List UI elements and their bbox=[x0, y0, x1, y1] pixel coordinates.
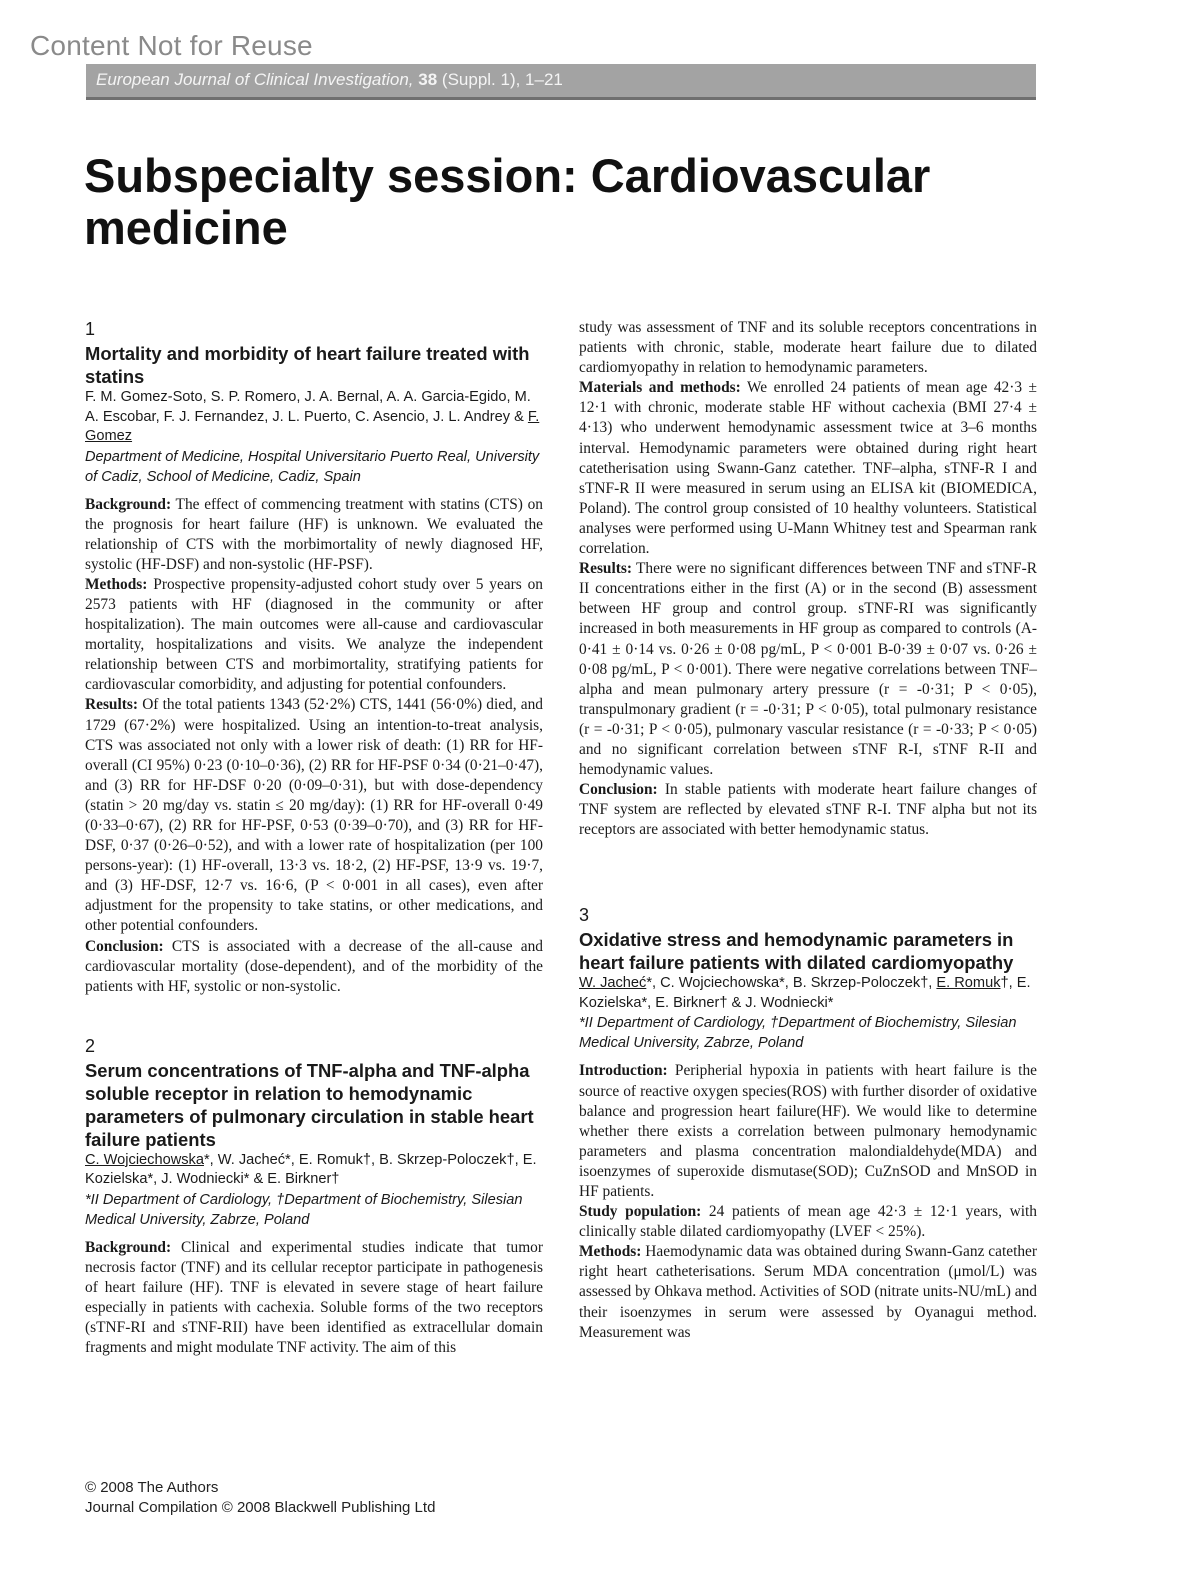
journal-issue: (Suppl. 1), 1–21 bbox=[437, 70, 563, 89]
author-list bbox=[85, 1151, 543, 1190]
section-text: There were no significant differences between TNF and sTNF-R II concentrations either in the first (A) or in the second (B) assessment between HF group and control group. sTNF-RI was significantly increased in both measurements in HF group as compared to controls (A-0·41 ± 0·14 vs. 0·26 ± 0·08 pg/mL, P < 0·001 B-0·39 ± 0·07 vs. 0·26 ± 0·08 pg/mL, P < 0·001). There were negative correlations between TNF–alpha and mean pulmonary artery pressure (r = -0·31; P < 0·05), transpulmonary gradient (r = -0·31; P < 0·05), total pulmonary resistance (r = -0·31; P < 0·05), pulmonary vascular resistance (r = -0·33; P < 0·05) and no significant correlation between sTNF R-I, sTNF R-II and hemodynamic values. bbox=[579, 560, 1037, 779]
abstract-title: Mortality and morbidity of heart failure treated with statins bbox=[85, 343, 530, 387]
section-label: Methods: bbox=[85, 575, 148, 593]
section-methods bbox=[579, 1242, 1037, 1342]
abstract-2 bbox=[85, 1035, 543, 1359]
section-background-continued bbox=[579, 318, 1037, 378]
section-text: Prospective propensity-adjusted cohort study over 5 years on 2573 patients with HF (diagnosed in the community or after hospitalization). The main outcomes were all-cause and cardiovascular mortality, hospitalizations and visits. We analyze the independent relationship between CTS and morbimortality, stratifying patients for cardiovascular comorbidity, and adjusting for potential confounders. bbox=[85, 575, 543, 694]
section-label: Methods: bbox=[579, 1243, 642, 1261]
section-text: CTS is associated with a decrease of the all-cause and cardiovascular mortality (dose-dependent), and of the morbidity of the patients with HF, systolic or non-systolic. bbox=[85, 937, 543, 995]
section-conclusion bbox=[579, 780, 1037, 840]
affiliation: *II Department of Cardiology, †Department of Biochemistry, Silesian Medical University, Zabrze, Poland bbox=[85, 1191, 523, 1228]
authors: F. M. Gomez-Soto, S. P. Romero, J. A. Bernal, A. A. Garcia-Egido, M. A. Escobar, F. J. Fernandez, J. L. Puerto, C. Asencio, J. L. Andrey & bbox=[85, 389, 531, 425]
author-list bbox=[579, 974, 1037, 1013]
section-text: Peripherial hypoxia in patients with heart failure is the source of reactive oxygen species(ROS) with further disorder of oxidative balance and progression heart failure(HF). We would like to determine whether there exists a correlation between pulmonary hemodynamic parameters and plasma concentration malondialdehyde(MDA) and isoenzymes of superoxide dismutase(SOD); CuZnSOD and MnSOD in HF patients. bbox=[579, 1062, 1037, 1200]
authors: *, W. Jacheć*, E. Romuk†, B. Skrzep-Poloczek†, E. Kozielska*, J. Wodniecki* & E. Birkner† bbox=[85, 1151, 537, 1188]
section-text: In stable patients with moderate heart failure changes of TNF system are reflected by elevated sTNF R-I. TNF alpha but not its receptors are associated with better hemodynamic status. bbox=[579, 781, 1037, 839]
journal-compilation-line: Journal Compilation © 2008 Blackwell Publishing Ltd bbox=[85, 1499, 436, 1516]
copyright-footer bbox=[85, 1478, 435, 1518]
section-results bbox=[579, 559, 1037, 780]
section-text: Haemodynamic data was obtained during Swann-Ganz catether right heart catheterisations. Serum MDA concentration (μmol/L) was assessed by Ohkava method. Activities of SOD (nitrate units-NU/mL) and their isoenzymes in serum were assessed by Oyanagui method. Measurement was bbox=[579, 1243, 1037, 1341]
section-text: Of the total patients 1343 (52·2%) CTS, 1441 (56·0%) died, and 1729 (67·2%) were hospitalized. Using an intention-to-treat analysis, CTS was associated not only with a lower risk of death: (1) RR for HF-overall (CI 95%) 0·23 (0·10–0·36), (2) RR for HF-PSF 0·34 (0·21–0·47), and (3) RR for HF-DSF 0·20 (0·09–0·31), but with dose-dependency (statin > 20 mg/day vs. statin ≤ 20 mg/day): (1) RR for HF-overall 0·49 (0·33–0·67), (2) RR for HF-PSF, 0·53 (0·39–0·70), and (3) RR for HF-DSF, 0·37 (0·26–0·52), and with a lower rate of hospitalization (per 100 persons-year): (1) HF-overall, 13·3 vs. 18·2, (2) HF-PSF, 13·9 vs. 19·7, and (3) HF-DSF, 12·7 vs. 16·6, (P < 0·001 in all cases), even after adjustment for the propensity to take statins, or other medications, and other potential confounders. bbox=[85, 696, 543, 935]
section-background bbox=[85, 1238, 543, 1359]
section-label: Conclusion: bbox=[85, 937, 164, 955]
watermark: Content Not for Reuse bbox=[30, 30, 313, 61]
section-label: Background: bbox=[85, 1238, 172, 1256]
section-text: Clinical and experimental studies indicate that tumor necrosis factor (TNF) and its cellular receptor participate in pathogenesis of heart failure (HF). TNF is elevated in severe stage of heart failure especially in patients with cachexia. Soluble forms of the two receptors (sTNF-RI and sTNF-RII) have been identified as extracellular domain fragments and might modulate TNF activity. The aim of this bbox=[85, 1238, 543, 1357]
section-label: Introduction: bbox=[579, 1062, 668, 1080]
abstract-number: 3 bbox=[579, 905, 590, 926]
section-label: Background: bbox=[85, 495, 172, 513]
abstract-title: Serum concentrations of TNF-alpha and TNF-alpha soluble receptor in relation to hemodynamic parameters of pulmonary circulation in stable heart failure patients bbox=[85, 1059, 534, 1150]
author-list bbox=[85, 388, 543, 447]
section-materials-methods bbox=[579, 378, 1037, 559]
section-label: Study population: bbox=[579, 1203, 702, 1221]
abstract-number: 1 bbox=[85, 319, 96, 339]
abstract-1 bbox=[85, 318, 543, 997]
section-text: We enrolled 24 patients of mean age 42·3 ± 12·1 with chronic, moderate stable HF without cachexia (BMI 27·4 ± 4·13) who underwent hemodynamic assessment twice at 3–6 months interval. Hemodynamic parameters were obtained during right heart catetherisation using Swann-Ganz catether. TNF–alpha, sTNF-R I and sTNF-R II were measured in serum using an ELISA kit (BIOMEDICA, Poland). The control group consisted of 10 healthy volunteers. Statistical analyses were performed using U-Mann Whitney test and Spearman rank correlation. bbox=[579, 379, 1038, 558]
section-text: study was assessment of TNF and its soluble receptors concentrations in patients with chronic, stable, moderate heart failure due to dilated cardiomyopathy in relation to hemodynamic parameters. bbox=[579, 319, 1037, 377]
affiliation: *II Department of Cardiology, †Department of Biochemistry, Silesian Medical University, Zabrze, Poland bbox=[579, 1015, 1017, 1052]
section-introduction bbox=[579, 1061, 1037, 1202]
page-title: Subspecialty session: Cardiovascular medicine bbox=[84, 149, 931, 254]
abstract-2-continued bbox=[579, 318, 1037, 840]
presenting-author: C. Wojciechowska bbox=[85, 1151, 204, 1168]
abstract-3 bbox=[579, 904, 1037, 1342]
section-methods bbox=[85, 575, 543, 696]
section-label: Materials and methods: bbox=[579, 379, 741, 397]
section-study-population bbox=[579, 1202, 1037, 1242]
presenting-author-2: E. Romuk bbox=[936, 975, 1001, 992]
journal-name: European Journal of Clinical Investigation, bbox=[96, 70, 414, 89]
presenting-author: W. Jacheć bbox=[579, 975, 647, 992]
section-background bbox=[85, 495, 543, 575]
journal-header bbox=[86, 64, 1036, 100]
left-column bbox=[85, 318, 543, 1358]
section-text: The effect of commencing treatment with statins (CTS) on the prognosis for heart failure (HF) is unknown. We evaluated the relationship of CTS with the morbimortality of newly diagnosed HF, systolic (HF-DSF) and non-systolic (HF-PSF). bbox=[85, 495, 543, 573]
authors-rest: †, E. Kozielska*, E. Birkner† & J. Wodniecki* bbox=[579, 975, 1031, 1011]
abstract-number: 2 bbox=[85, 1035, 96, 1056]
copyright-line: © 2008 The Authors bbox=[85, 1479, 219, 1496]
abstract-title: Oxidative stress and hemodynamic parameters in heart failure patients with dilated cardiomyopathy bbox=[579, 929, 1014, 974]
affiliation: Department of Medicine, Hospital Universitario Puerto Real, University of Cadiz, School of Medicine, Cadiz, Spain bbox=[85, 448, 540, 485]
section-label: Results: bbox=[579, 560, 633, 578]
presenting-author: F. Gomez bbox=[85, 408, 540, 444]
journal-volume: 38 bbox=[418, 70, 438, 89]
section-label: Conclusion: bbox=[579, 781, 658, 799]
section-conclusion bbox=[85, 937, 543, 997]
section-text: 24 patients of mean age 42·3 ± 12·1 years, with clinically stable dilated cardiomyopathy (LVEF < 25%). bbox=[579, 1203, 1038, 1241]
right-column bbox=[579, 318, 1037, 1343]
section-results bbox=[85, 695, 543, 936]
authors: *, C. Wojciechowska*, B. Skrzep-Poloczek†, bbox=[646, 975, 937, 992]
section-label: Results: bbox=[85, 696, 139, 714]
